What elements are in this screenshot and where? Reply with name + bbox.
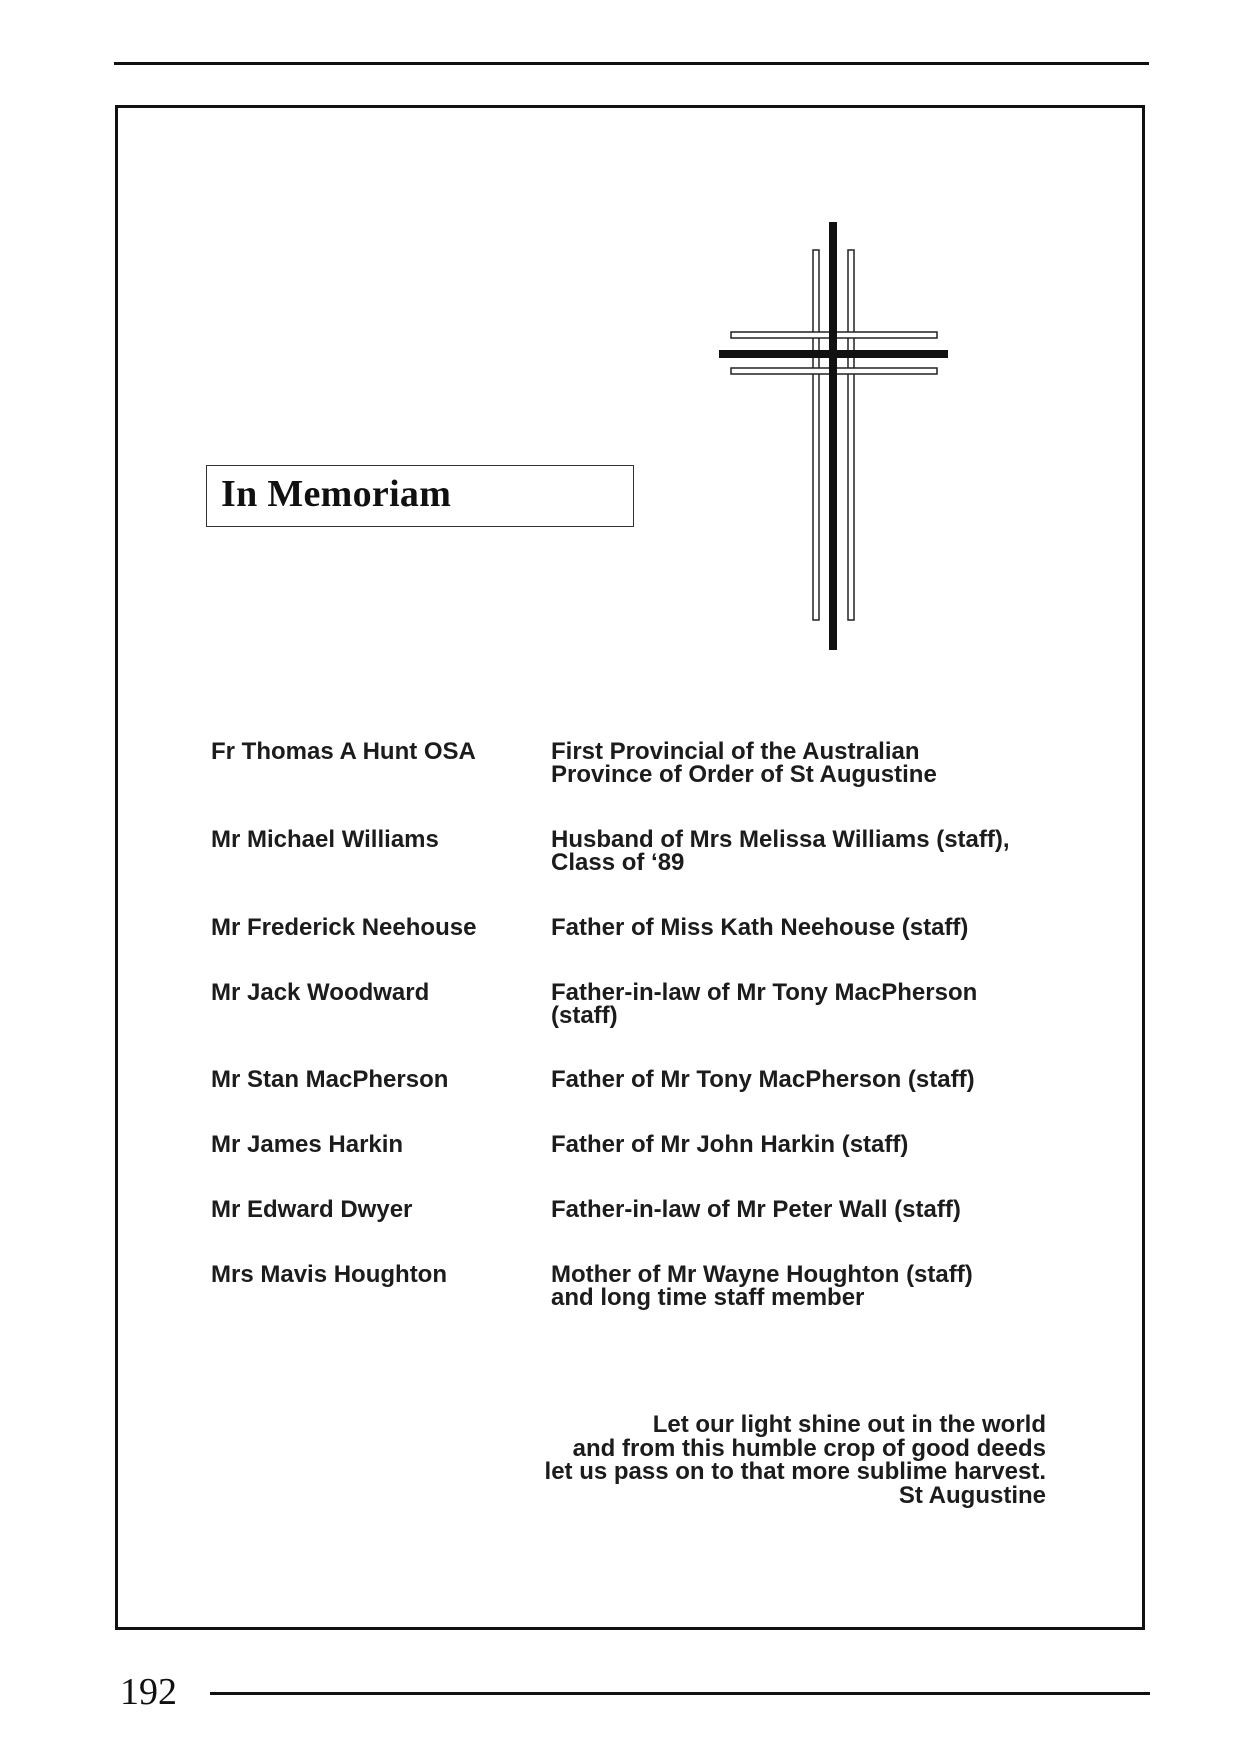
quote-line: let us pass on to that more sublime harvest. (544, 1458, 1046, 1485)
deceased-name: Mr Frederick Neehouse (211, 914, 477, 941)
deceased-name: Mr James Harkin (211, 1131, 404, 1158)
relation-text: Father of Mr John Harkin (staff) (551, 1131, 909, 1158)
relation-text: Husband of Mrs Melissa Williams (staff), Class of ‘89 (551, 826, 1010, 876)
closing-quote (440, 1413, 1046, 1507)
relation-text: First Provincial of the Australian Province of Order of St Augustine (551, 738, 937, 788)
top-rule (114, 62, 1149, 65)
relation-text: Father-in-law of Mr Peter Wall (staff) (551, 1196, 961, 1223)
relation-text: Father-in-law of Mr Tony MacPherson (staff) (551, 979, 978, 1029)
deceased-name: Mr Michael Williams (211, 826, 439, 853)
quote-line: and from this humble crop of good deeds (572, 1434, 1046, 1462)
deceased-name: Mr Stan MacPherson (211, 1066, 449, 1093)
relation-text: Father of Miss Kath Neehouse (staff) (551, 914, 969, 941)
page-title: In Memoriam (221, 473, 452, 515)
relation-text: Mother of Mr Wayne Houghton (staff) and long time staff member (551, 1261, 973, 1311)
relation-text: Father of Mr Tony MacPherson (staff) (551, 1066, 975, 1093)
quote-line: Let our light shine out in the world (652, 1411, 1046, 1438)
deceased-name: Mr Jack Woodward (211, 979, 430, 1006)
cross-icon (700, 210, 960, 660)
deceased-name: Mrs Mavis Houghton (211, 1261, 448, 1288)
page-number: 192 (120, 1671, 177, 1713)
quote-attribution: St Augustine (898, 1481, 1046, 1509)
bottom-rule (210, 1692, 1150, 1695)
deceased-name: Fr Thomas A Hunt OSA (211, 738, 476, 765)
title-box (206, 465, 634, 527)
deceased-name: Mr Edward Dwyer (211, 1196, 413, 1223)
